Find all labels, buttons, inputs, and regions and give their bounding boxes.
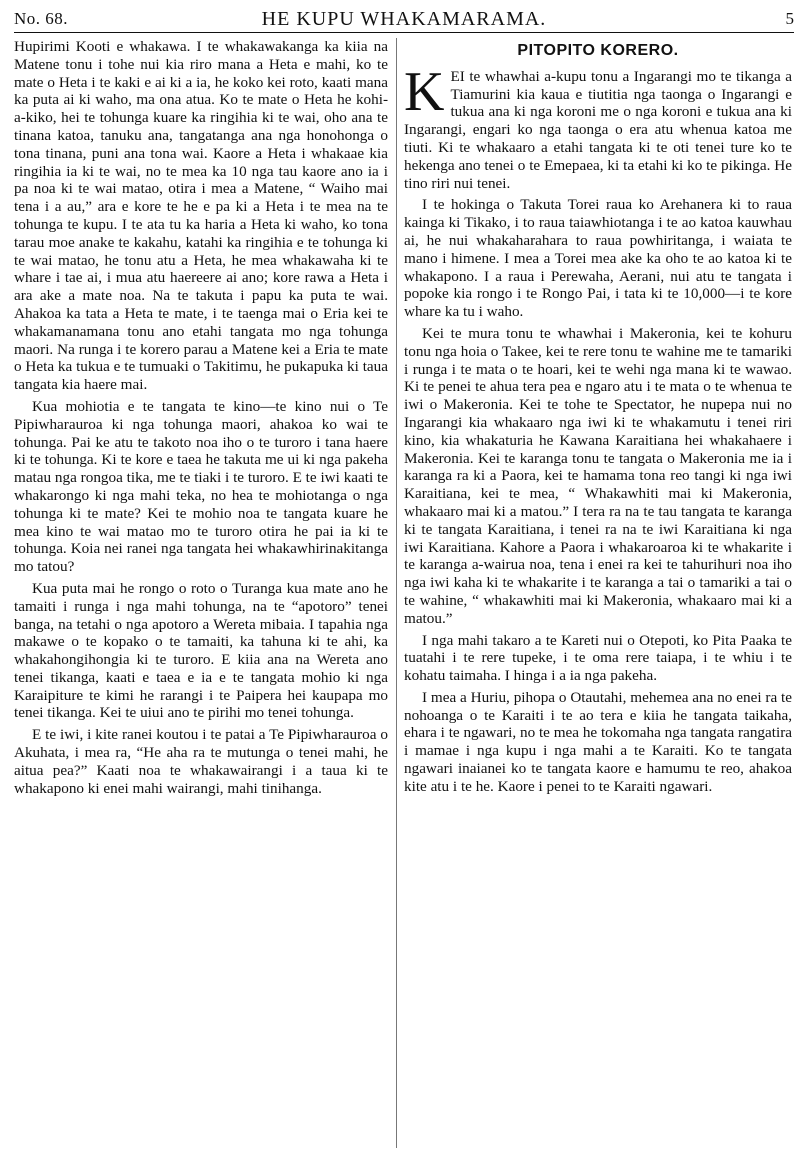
right-column <box>404 38 792 800</box>
article-paragraph: Kua mohiotia e te tangata te kino—te kino nui o Te Pipiwharauroa ki nga tohunga maori, ahakoa ko wai te tohunga. Pai ke atu te takoto noa iho o te turoro i tana haere ki te tohunga. Ki te kore e taea he takuta me ui ki nga pakeha matau nga rongoa tika, me te tiaki i te turoro. E te iwi kaati te whakarongo ki nga mahi teka, no hea te mohiotanga o nga tohunga ki te mate? Kei te mohio noa te tangata kuare he mea kino te wai matao mo te turoro otira he pai ia ki te tohunga. Koia nei ranei nga tangata hei whakawhirinakitanga mo tatou? <box>14 397 388 576</box>
drop-cap: K <box>404 60 445 123</box>
masthead-title: HE KUPU WHAKAMARAMA. <box>261 7 547 30</box>
section-title: PITOPITO KORERO. <box>517 42 679 59</box>
page-header <box>14 6 794 33</box>
article-paragraph: Kua puta mai he rongo o roto o Turanga kua mate ano he tamaiti i runga i nga mahi tohunga, na te “apotoro” tenei banga, na tetahi o nga apotoro a Wereta mibaia. I tapahia nga makawe o te kopako o te tamaiti, ka tahuna ki te ahi, ka whakahongihongia ki te turoro. E kiia ana na Wereta ano tenei tikanga, kaati e taea e ia e te tangata mohio ki nga Karaipiture te kimi he rarangi i te Paipera hei kaupapa mo tenei tikanga. Kei te uiui ano te pirihi mo tenei tohunga. <box>14 579 388 722</box>
lead-paragraph-text: EI te whawhai a-kupu tonu a Ingarangi mo te tikanga a Tiamurini kia kaua e tiutitia nga taonga o Ingarangi e tukua ana ki nga koroni me o nga koroni e tukua ana ki Ingarangi, engari ko nga taonga o era atu whenua katoa me tiuti. Ki te whakaaro a etahi tangata ki te oti tenei ture ko te hekenga ano tenei o te Emepaea, ki ta etahi ki ko te pikinga. He tino riri nui tenei. <box>404 67 792 192</box>
lead-paragraph <box>404 60 792 193</box>
news-paragraph: I nga mahi takaro a te Kareti nui o Otepoti, ko Pita Paaka te tuatahi i te rere tupeke, i te oma rere taiapa, i te whiu i te kohatu taimaha. I hinga i a ia nga pakeha. <box>404 631 792 685</box>
article-paragraph: E te iwi, i kite ranei koutou i te patai a Te Pipiwharauroa o Akuhata, i mea ra, “He aha ra te mutunga o tenei mahi, he aitua pea?” Kaati noa te whakawairangi i a taua ki te whakapono ki enei mahi wairangi, mahi tinihanga. <box>14 726 388 797</box>
column-divider <box>396 38 397 1148</box>
news-paragraph: I mea a Huriu, pihopa o Otautahi, mehemea ana no enei ra te nohoanga o te Karaiti i te ao tera e kiia he tangata taikaha, ehara i te ngawari, no te mea he tokomaha nga tangata rangatira i mamae i nga kupu i nga mahi a te Karaiti. Ko te tangata ngawari inaianei ko te tangata kaore e hamumu te reo, ahakoa kite atu i te he. Kaore i penei to te Karaiti ngawari. <box>404 688 792 795</box>
left-column <box>14 38 388 801</box>
article-paragraph: Hupirimi Kooti e whakawa. I te whakawakanga ka kiia na Matene tonu i tohe nui kia riro mana a Heta e mahi, ko te mate o Heta i te kaki e ai ki a ia, he koko kei roto, kaati mana ka puta ai ki waho, ma ona atua. Ko te mate o Heta he kohi-a-kiko, hei te tohunga kuare ka ringihia ki te wai, oho ana te tinana katoa, tanuku ana, tangatanga ana nga honohonga o tona tinana, puni ana tona wai. Kaore a Heta i whakaae kia ringihia ia ki te wai, no te mea ka 10 nga tau kaore ano ia i pa noa ki te wai matao, otira i mea a Matene, “ Waiho mai tena i a au,” ara e kore te he e pa ki a Heta i te mea na te tohunga te kupu. I te ata tu ka haria a Heta ki waho, ko tona tarau moe anake te kakahu, katahi ka ringihia e te tohunga ki te wai matao, he tonu atu a Heta, he mea whakawaha ki te whare i tae ai, i mua atu haereere ai ano; kore rawa a Heta i ara ake a mate noa. Na te takuta i papu ka puta te wai. Ahakoa ka tata a Heta te mate, i te taenga mai o Eria kei te whakamanamana tonu ano etahi tangata mo nga tohunga maori. Na runga i te korero parau a Matene kei a Eria te mate o Heta ka tukua e te tumuaki o Takitimu, he pukapuka ki taua tangata kia haere mai. <box>14 38 388 394</box>
news-paragraph: I te hokinga o Takuta Torei raua ko Arehanera ki to raua kainga ki Tikako, i to raua taiawhiotanga i te ao katoa kauwhau ai, he nui whakaharahara to raua powhiritanga, i waiata te mano i himene. I mea a Torei mea ake ka oho te ao katoa ki te whakapono. I a raua i Perewaha, Aerani, nui atu te tangata i popoke kia rongo i te Rongo Pai, i tata ki te 10,000—i te kore whare ka tu i waho. <box>404 196 792 321</box>
page-number: 5 <box>785 9 794 28</box>
issue-number: No. 68. <box>14 9 69 28</box>
news-paragraph: Kei te mura tonu te whawhai i Makeronia, kei te kohuru tonu nga hoia o Takee, kei te rere tonu te wahine me te tamariki i runga i te mata o te hoari, kei te wehi nga mana ki te wawao. Ki te penei te ahua tera pea e ngaro atu i te mata o te whenua te iwi o Makeronia. Kei te tohe te Spectator, he nupepa nui no Ingarangi kia whakaaro nga iwi ki te whakamutu i tenei riri kino, kia whakaturia he Kawana Karaitiana hei whakahaere i Makeronia. Kei te karanga tonu te tangata o Makeronia me ia i karanga ra ki a Paora, kei te hamama tona reo tangi ki nga iwi Karaitiana, kei te mea, “ Whakawhiti mai ki Makeronia, whakaaro mai ki a matou.” I tera ra na te tau tangata te karanga ki te tangata Karaitiana, i tenei ra na te iwi Karaitiana ki nga iwi Karaitiana. Kahore a Paora i whakaroaroa ki te whakarite i te karanga a-wairua noa, tena i enei ra kei te tahurihuri noa iho nga iwi kaha ki te whakarite i te karanga a tai o tamariki a tai o te wahine, “ whakawhiti mai ki Makeronia, whakaaro mai ki a matou.” <box>404 324 792 627</box>
